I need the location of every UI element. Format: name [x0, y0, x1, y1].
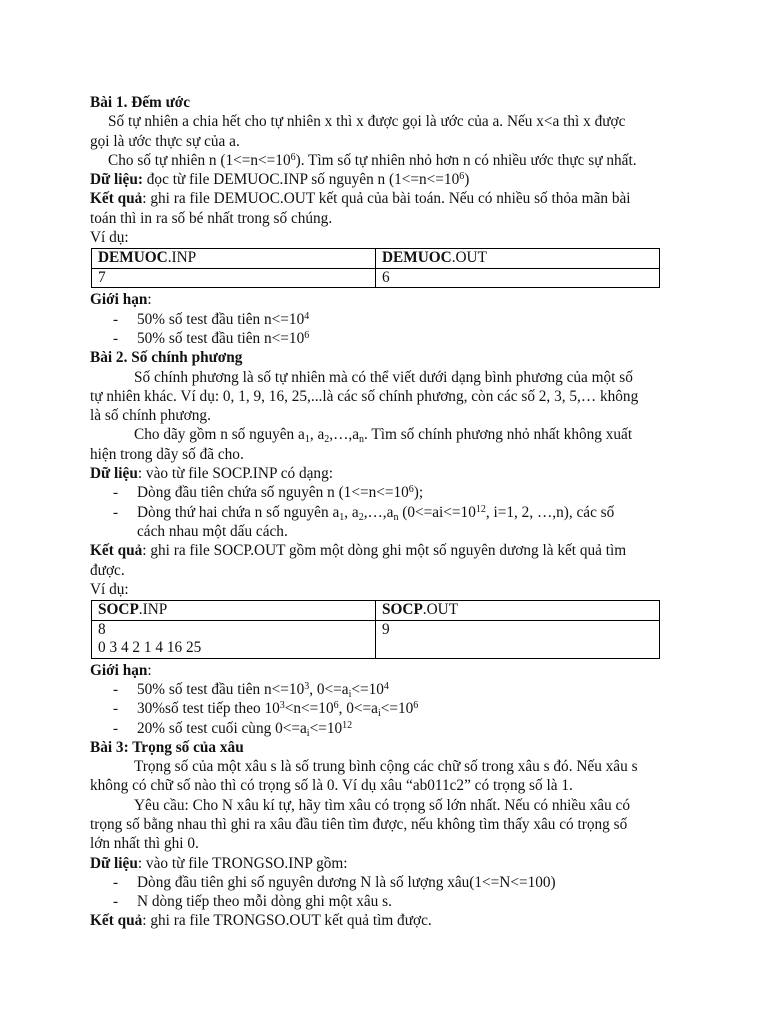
bai3-input: Dữ liệu: vào từ file TRONGSO.INP gồm:	[90, 854, 348, 872]
list-item: - 20% số test cuối cùng $0<=a_i<=10^{12}$	[90, 719, 662, 738]
table-header-input: DEMUOC.INP	[92, 249, 376, 269]
bai2-paragraph-2-cont: hiện trong dãy số đã cho.	[90, 445, 244, 463]
list-item: - 50% số test đầu tiên $n<=10^6$	[90, 329, 662, 348]
bai3-paragraph-2-end: lớn nhất thì ghi 0.	[90, 835, 199, 853]
bai1-paragraph-1-cont: gọi là ước thực sự của a.	[90, 132, 240, 150]
bai3-paragraph-2: Yêu cầu: Cho N xâu kí tự, hãy tìm xâu có trọng số lớn nhất. Nếu có nhiều xâu có	[134, 796, 630, 814]
bai2-example-table	[91, 600, 660, 659]
table-row	[92, 620, 660, 658]
list-item-cont: cách nhau một dấu cách.	[137, 522, 288, 540]
table-cell-input: 7	[92, 268, 376, 288]
list-item: - N dòng tiếp theo mỗi dòng ghi một xâu s.	[90, 892, 662, 911]
table-header-output: DEMUOC.OUT	[376, 249, 660, 269]
list-item: - 30%số test tiếp theo $10^3<n<=10^6$, $0<=a_i<=10^6$	[90, 699, 662, 718]
bai1-example-label: Ví dụ:	[90, 229, 129, 247]
list-item: - Dòng thứ hai chứa n số nguyên $a_1$, $a_2,\dots,a_n$ ($0<=ai<=10^{12}$, i=1, 2, …,n), các số	[90, 503, 662, 522]
table-cell-input: 8 0 3 4 2 1 4 16 25	[92, 620, 376, 658]
bai2-paragraph-1-cont: tự nhiên khác. Ví dụ: 0, 1, 9, 16, 25,...là các số chính phương, còn các số 2, 3, 5,… không	[90, 387, 639, 405]
table-row	[92, 601, 660, 621]
bai2-input: Dữ liệu: vào từ file SOCP.INP có dạng:	[90, 465, 333, 483]
bai1-output-cont: toán thì in ra số bé nhất trong số chúng.	[90, 209, 333, 227]
table-row	[92, 268, 660, 288]
bai1-example-table	[91, 248, 660, 288]
bai1-input: Dữ liệu: đọc từ file DEMUOC.INP số nguyên n $(1<=n<=10^6)$	[90, 171, 470, 189]
bai1-output: Kết quả: ghi ra file DEMUOC.OUT kết quả của bài toán. Nếu có nhiều số thỏa mãn bài	[90, 190, 631, 208]
bai2-output: Kết quả: ghi ra file SOCP.OUT gồm một dòng ghi một số nguyên dương là kết quả tìm	[90, 542, 627, 560]
table-cell-output: 6	[376, 268, 660, 288]
bai2-paragraph-2: Cho dãy gồm n số nguyên $a_1$, $a_2,\dots,a_n$. Tìm số chính phương nhỏ nhất không xuất	[134, 426, 633, 446]
bai3-title: Bài 3: Trọng số của xâu	[90, 738, 244, 756]
bai3-paragraph-2-cont: trọng số bằng nhau thì ghi ra xâu đầu tiên tìm được, nếu không tìm thấy xâu có trọng số	[90, 816, 628, 833]
bai2-paragraph-1-end: là số chính phương.	[90, 407, 211, 425]
list-item: - 50% số test đầu tiên $n<=10^4$	[90, 310, 662, 329]
bai3-paragraph-1-cont: không có chữ số nào thì có trọng số là 0. Ví dụ xâu “ab011c2” có trọng số là 1.	[90, 777, 573, 795]
list-item: - Dòng đầu tiên ghi số nguyên dương N là số lượng xâu(1<=N<=100)	[90, 873, 662, 892]
bai1-title: Bài 1. Đếm ước	[90, 94, 191, 111]
bai1-limits-label: Giới hạn:	[90, 291, 152, 309]
table-row	[92, 249, 660, 269]
list-item: - Dòng đầu tiên chứa số nguyên n $(1<=n<=10^6)$;	[90, 483, 662, 502]
bai2-title: Bài 2. Số chính phương	[90, 349, 243, 367]
list-item: - 50% số test đầu tiên $n<=10^3$, $0<=a_i<=10^4$	[90, 680, 662, 699]
table-header-input: SOCP.INP	[92, 601, 376, 621]
bai2-paragraph-1: Số chính phương là số tự nhiên mà có thể viết dưới dạng bình phương của một số	[134, 368, 633, 386]
bai3-output: Kết quả: ghi ra file TRONGSO.OUT kết quả tìm được.	[90, 912, 432, 930]
document-page	[90, 93, 662, 931]
bai3-paragraph-1: Trọng số của một xâu s là số trung bình cộng các chữ số trong xâu s đó. Nếu xâu s	[134, 758, 638, 776]
bai2-limits-label: Giới hạn:	[90, 661, 152, 679]
table-header-output: SOCP.OUT	[376, 601, 660, 621]
bai1-paragraph-1: Số tự nhiên a chia hết cho tự nhiên x thì x được gọi là ước của a. Nếu x<a thì x được	[108, 113, 626, 131]
bai2-example-label: Ví dụ:	[90, 580, 129, 598]
bai2-output-cont: được.	[90, 561, 125, 579]
table-cell-output: 9	[376, 620, 660, 658]
bai1-paragraph-2: Cho số tự nhiên n $(1<=n<=10^6)$. Tìm số tự nhiên nhỏ hơn n có nhiều ước thực sự nhất.	[108, 151, 637, 169]
